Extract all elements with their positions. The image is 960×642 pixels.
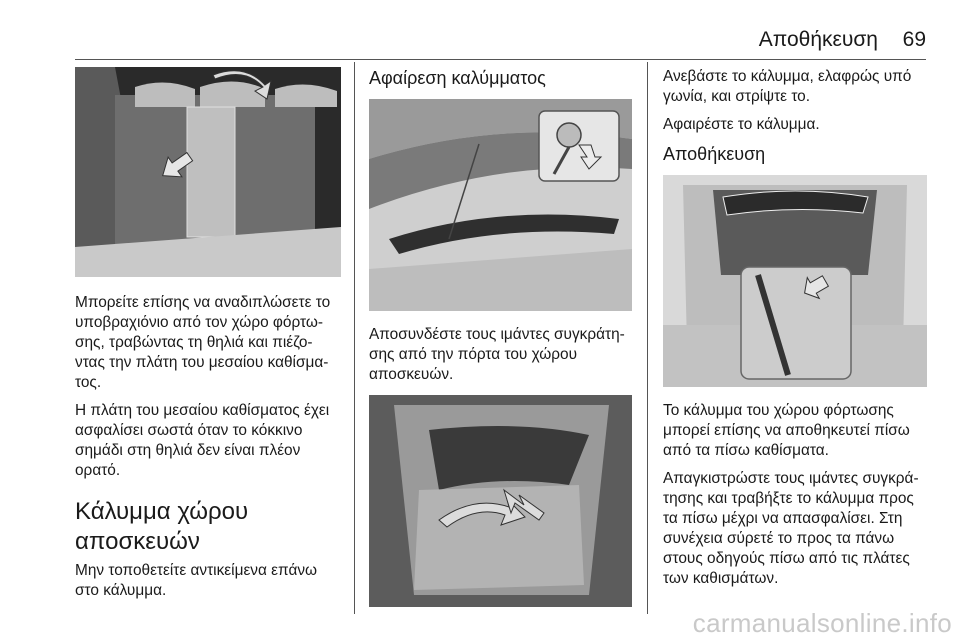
column-3 — [663, 67, 927, 597]
column-divider-1 — [354, 62, 355, 614]
col3-paragraph-4: Απαγκιστρώστε τους ιμάντες συγκρά‐τησης και τραβήξτε το κάλυμμα προς τα πίσω μέχρι να απασφαλίσει. Στη συνέχεια σύρετέ το προς τα πάνω στους οδηγούς πίσω από τις πλάτες των καθισμάτων. — [663, 470, 919, 587]
col3-paragraph-1: Ανεβάστε το κάλυμμα, ελαφρώς υπό γωνία, και στρίψτε το. — [663, 68, 912, 105]
col1-paragraph-1: Μπορείτε επίσης να αναδιπλώσετε το υποβραχιόνιο από τον χώρο φόρτω‐σης, τραβώντας τη θηλιά και πιέζο‐ντας την πλάτη του μεσαίου καθίσμα‐τος. — [75, 294, 331, 391]
figure-armrest-fold — [75, 67, 341, 277]
section-heading-storage: Αποθήκευση — [663, 144, 766, 164]
figure-strap-disconnect — [369, 99, 632, 311]
section-heading-removal: Αφαίρεση καλύμματος — [369, 68, 546, 88]
column-divider-2 — [647, 62, 648, 614]
header-rule — [75, 59, 926, 60]
footer-watermark: carmanualsonline.info — [692, 608, 952, 638]
col3-paragraph-2: Αφαιρέστε το κάλυμμα. — [663, 116, 820, 133]
column-2 — [369, 67, 632, 607]
page-header — [0, 0, 960, 62]
figure-cover-rotate — [369, 395, 632, 607]
page-title: Αποθήκευση — [758, 28, 878, 51]
page-number: 69 — [902, 28, 926, 51]
col2-paragraph-1: Αποσυνδέστε τους ιμάντες συγκράτη‐σης από την πόρτα του χώρου αποσκευών. — [369, 326, 625, 383]
col3-paragraph-3: Το κάλυμμα του χώρου φόρτωσης μπορεί επίσης να αποθηκευτεί πίσω από τα πίσω καθίσματα. — [663, 402, 910, 459]
column-1 — [75, 67, 341, 609]
col1-paragraph-3: Μην τοποθετείτε αντικείμενα επάνω στο κάλυμμα. — [75, 562, 318, 599]
col1-paragraph-2: Η πλάτη του μεσαίου καθίσματος έχει ασφαλίσει σωστά όταν το κόκκινο σημάδι στη θηλιά δεν είναι πλέον ορατό. — [75, 402, 330, 479]
section-heading-cover: Κάλυμμα χώρου αποσκευών — [75, 498, 249, 555]
figure-cover-storage — [663, 175, 927, 387]
